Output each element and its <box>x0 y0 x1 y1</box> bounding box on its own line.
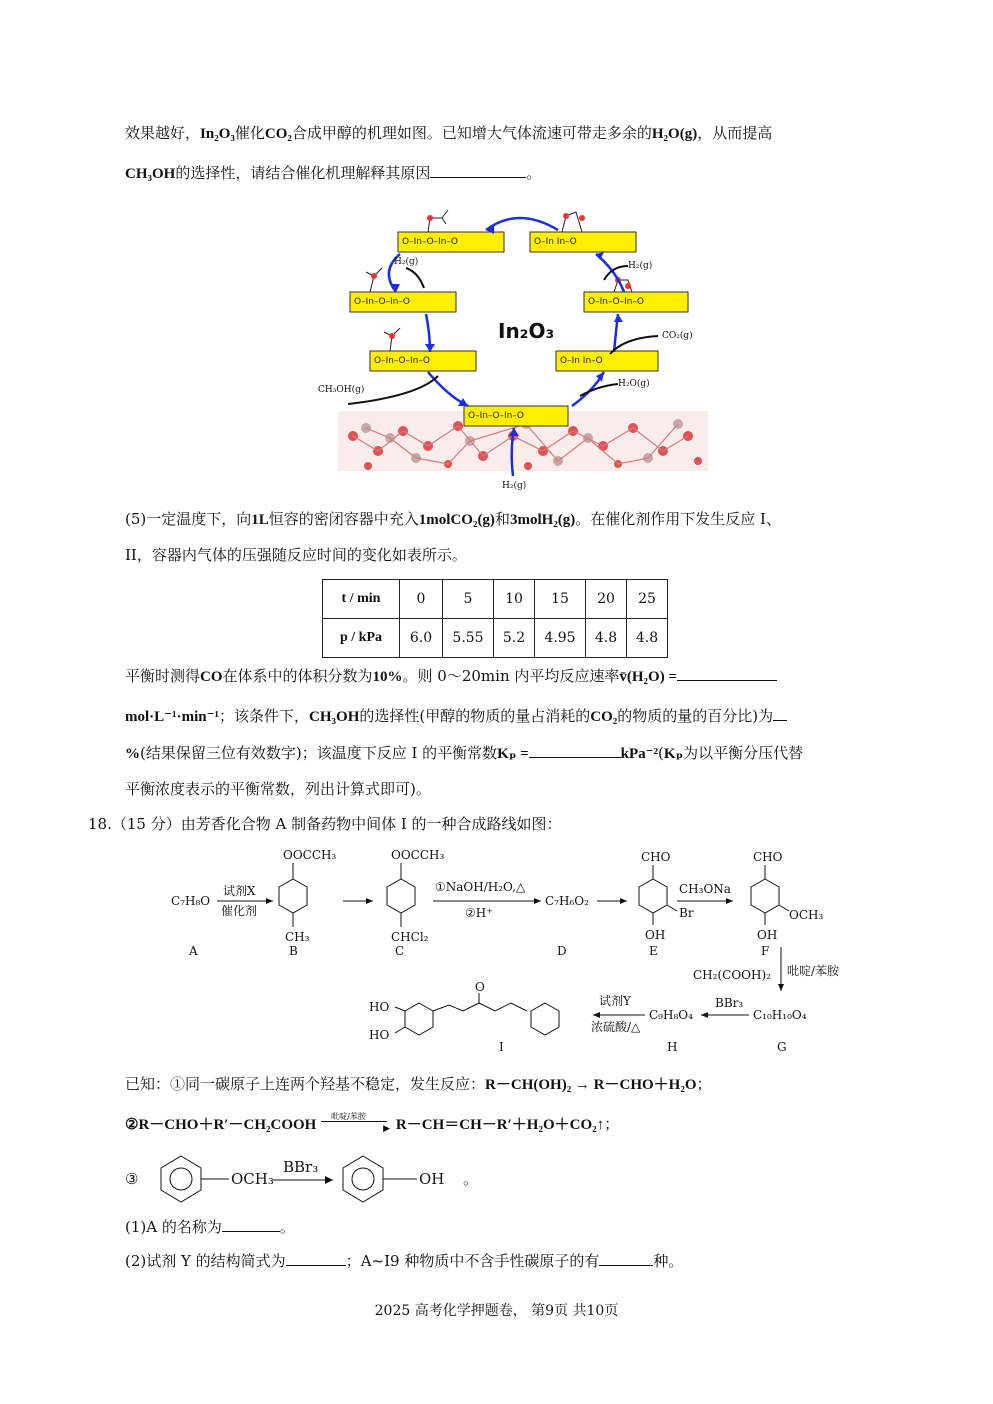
answer-blank[interactable] <box>599 1251 653 1266</box>
table-cell: 0 <box>400 580 443 619</box>
intro-line-1: 效果越好，In₂O₃催化CO₂合成甲醇的机理如图。已知增大气体流速可带走多余的H₂O(g)，从而提高 <box>125 124 773 142</box>
known-2-condition: 吡啶/苯胺 <box>331 1112 366 1121</box>
E-oh: OH <box>645 928 666 942</box>
label-ch3oh: CH₃OH(g) <box>318 385 365 395</box>
q5-line-6: 平衡浓度表示的平衡常数，列出计算式即可)。 <box>125 780 431 798</box>
I-carbonyl-o: O <box>475 980 485 994</box>
answer-blank[interactable] <box>430 163 526 178</box>
reagent-x: 试剂X <box>223 884 256 898</box>
reagent-ch3ona: CH₃ONa <box>679 882 731 896</box>
table-header-time: t / min <box>323 580 400 619</box>
known-3-och3: OCH₃ <box>231 1170 274 1188</box>
q5-line-4: mol·L⁻¹·min⁻¹；该条件下，CH₃OH的选择性(甲醇的物质的量占消耗的CO₂的物质的量的百分比)为 <box>125 704 787 729</box>
label-co2: CO₂(g) <box>662 331 693 341</box>
table-cell: 4.8 <box>586 619 627 658</box>
B-substituent-top: OOCCH₃ <box>283 848 337 862</box>
F-cho: CHO <box>753 850 783 864</box>
label-h2-left: H₂(g) <box>394 257 419 267</box>
svg-text:O–In–O–In–O: O–In–O–In–O <box>374 356 430 366</box>
label-C: C <box>395 944 405 958</box>
known-3-reagent: BBr₃ <box>283 1158 319 1176</box>
label-h2o: H₂O(g) <box>618 379 650 389</box>
table-cell: 4.8 <box>627 619 668 658</box>
answer-blank[interactable] <box>773 706 787 721</box>
label-F: F <box>761 944 770 958</box>
table-cell: 10 <box>494 580 535 619</box>
known-3-end: 。 <box>463 1170 479 1188</box>
E-br: Br <box>679 906 694 920</box>
answer-blank[interactable] <box>222 1217 280 1232</box>
svg-text:O–In–O–In–O: O–In–O–In–O <box>402 237 458 247</box>
pressure-table <box>322 579 668 658</box>
reagent-h2so4: 浓硫酸/△ <box>591 1020 641 1034</box>
C-substituent-bottom: CHCl₂ <box>391 930 429 944</box>
svg-text:O–In In–O: O–In In–O <box>534 237 577 247</box>
I-ho-1: HO <box>369 1000 390 1014</box>
answer-blank[interactable] <box>529 743 621 758</box>
compound-H: C₉H₈O₄ <box>649 1008 693 1022</box>
I-ho-2: HO <box>369 1028 390 1042</box>
catalytic-mechanism-diagram <box>318 196 718 496</box>
B-substituent-bottom: CH₃ <box>285 930 310 944</box>
svg-text:O–In–O–In–O: O–In–O–In–O <box>588 297 644 307</box>
reagent-bbr3: BBr₃ <box>715 996 744 1010</box>
F-och3: OCH₃ <box>789 908 824 922</box>
label-A: A <box>189 944 198 958</box>
table-cell: 6.0 <box>400 619 443 658</box>
sub-question-2: (2)试剂 Y 的结构简式为 ；A~I9 种物质中不含手性碳原子的有 种。 <box>125 1252 684 1270</box>
known-3-number: ③ <box>125 1170 139 1188</box>
ring-C <box>387 863 415 927</box>
reagent-y: 试剂Y <box>599 994 631 1008</box>
sub-question-1: (1)A 的名称为 。 <box>125 1218 295 1236</box>
table-cell: 5 <box>443 580 494 619</box>
structure-I <box>395 993 559 1035</box>
label-I: I <box>499 1040 504 1054</box>
ring-E <box>639 865 677 925</box>
svg-text:O–In In–O: O–In In–O <box>560 356 603 366</box>
page-footer: 2025 高考化学押题卷， 第9页 共10页 <box>374 1303 619 1319</box>
ring-F <box>751 865 789 925</box>
reagent-acid: ②H⁺ <box>465 906 493 920</box>
table-header-pressure: p / kPa <box>323 619 400 658</box>
table-cell: 20 <box>586 580 627 619</box>
q18-title: 18.（15 分）由芳香化合物 A 制备药物中间体 I 的一种合成路线如图： <box>88 815 562 833</box>
known-1: 已知：①同一碳原子上连两个羟基不稳定，发生反应：R－CH(OH)₂ → R－CHO＋H₂O； <box>125 1075 712 1093</box>
table-cell: 5.55 <box>443 619 494 658</box>
intro-line-2: CH₃OH的选择性，请结合催化机理解释其原因 。 <box>125 164 542 182</box>
svg-text:O–In–O–In–O: O–In–O–In–O <box>468 411 524 421</box>
table-row <box>323 619 668 658</box>
compound-D: C₇H₆O₂ <box>545 894 589 908</box>
answer-blank[interactable] <box>677 666 777 681</box>
q5-line-2: II，容器内气体的压强随反应时间的变化如表所示。 <box>125 546 467 564</box>
label-G: G <box>777 1040 787 1054</box>
label-D: D <box>557 944 567 958</box>
center-label: In₂O₃ <box>498 319 555 343</box>
reagent-pyridine: 吡啶/苯胺 <box>787 964 840 978</box>
svg-text:O–In–O–In–O: O–In–O–In–O <box>354 297 410 307</box>
known-2: ②R－CHO＋R′－CH₂COOH 吡啶/苯胺 ▶ R－CH＝CH－R′＋H₂O＋CO₂↑； <box>125 1112 619 1137</box>
q5-line-5: %(结果保留三位有效数字)；该温度下反应 I 的平衡常数Kₚ = kPa⁻²(Kₚ为以平衡分压代替 <box>125 744 804 762</box>
synthesis-route <box>165 843 845 1058</box>
catalyst: 催化剂 <box>221 904 258 918</box>
table-cell: 25 <box>627 580 668 619</box>
q5-line-3: 平衡时测得CO在体系中的体积分数为10%。则 0～20min 内平均反应速率v̄(H₂O) = <box>125 664 777 689</box>
answer-blank[interactable] <box>286 1251 346 1266</box>
label-E: E <box>649 944 658 958</box>
table-cell: 4.95 <box>535 619 586 658</box>
table-cell: 15 <box>535 580 586 619</box>
table-row <box>323 580 668 619</box>
E-cho: CHO <box>641 850 671 864</box>
table-cell: 5.2 <box>494 619 535 658</box>
C-substituent-top: OOCCH₃ <box>391 848 445 862</box>
label-H: H <box>667 1040 678 1054</box>
known-3-structure <box>125 1150 485 1206</box>
F-oh: OH <box>757 928 778 942</box>
reagent-malonic: CH₂(COOH)₂ <box>693 968 771 982</box>
compound-A: C₇H₈O <box>171 894 211 908</box>
reagent-naoh: ①NaOH/H₂O,△ <box>435 880 526 894</box>
compound-G: C₁₀H₁₀O₄ <box>753 1008 807 1022</box>
label-B: B <box>289 944 298 958</box>
q5-line-1: (5)一定温度下，向1L恒容的密闭容器中充入1molCO₂(g)和3molH₂(g)。在催化剂作用下发生反应 I、 <box>125 510 781 528</box>
label-h2-right: H₂(g) <box>628 261 653 271</box>
label-h2-bottom: H₂(g) <box>502 481 527 491</box>
ring-B <box>279 863 307 927</box>
known-3-oh: OH <box>419 1170 445 1188</box>
